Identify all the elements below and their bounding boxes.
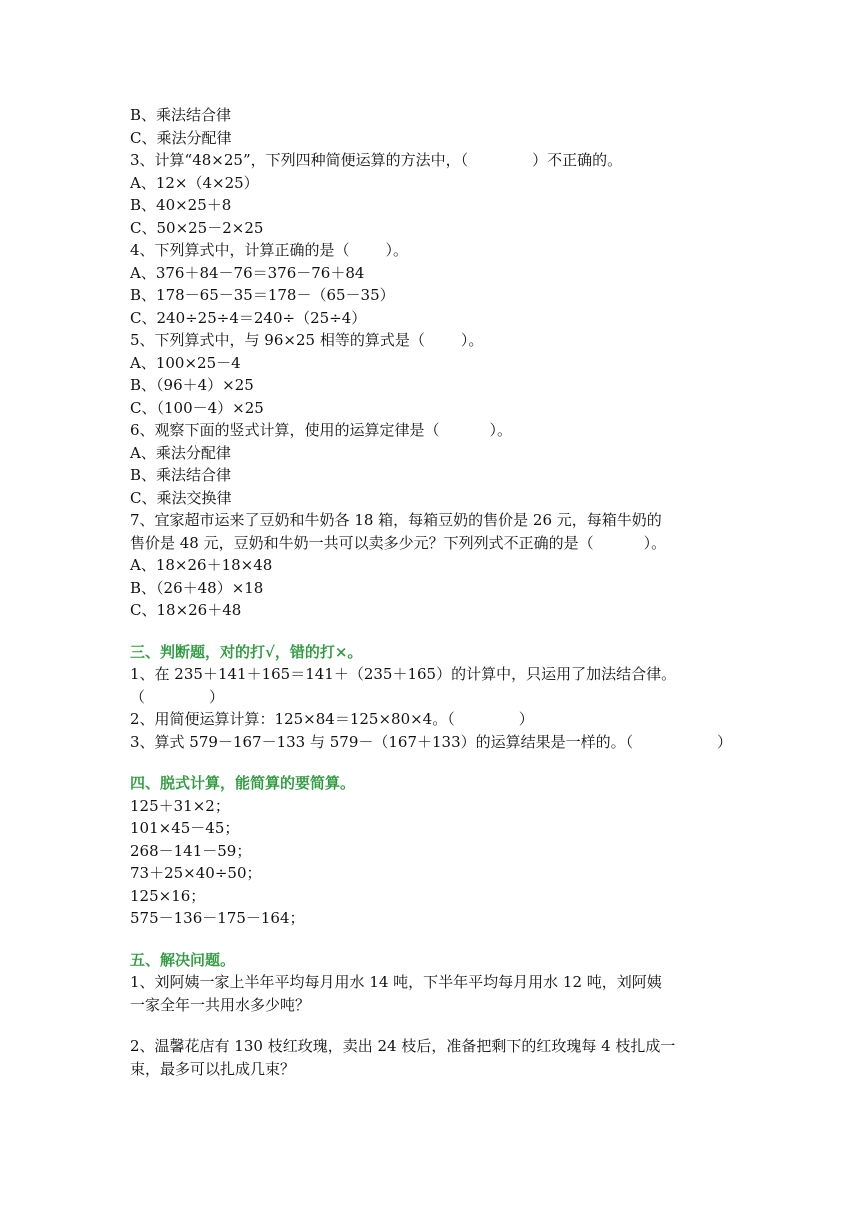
q7-stem-end: ）。 bbox=[643, 533, 667, 552]
spacer bbox=[130, 1016, 732, 1035]
q5-stem-text: 5、下列算式中，与 96×25 相等的算式是（ bbox=[130, 331, 425, 349]
s4-item: 101×45－45； bbox=[130, 819, 240, 837]
q5-stem-end: ）。 bbox=[460, 331, 484, 349]
s3-item-3 bbox=[130, 731, 732, 754]
q6-option-a: A、乘法分配律 bbox=[130, 443, 231, 462]
s3-item-1: 1、在 235＋141＋165＝141＋（235＋165）的计算中，只运用了加法结合律。 bbox=[130, 665, 677, 683]
s4-item: 125×16； bbox=[130, 886, 206, 905]
s5-problem-2-line-2: 束，最多可以扎成几束？ bbox=[130, 1059, 296, 1078]
s3-item-2-close: ） bbox=[518, 710, 534, 728]
q3-option-b: B、40×25＋8 bbox=[130, 196, 232, 214]
q6-stem bbox=[130, 419, 732, 442]
q2-option-b: B、乘法结合律 bbox=[130, 106, 232, 124]
s4-item: 268－141－59； bbox=[130, 841, 252, 860]
q5-option-b: B、（96＋4）×25 bbox=[130, 376, 254, 394]
q4-option-c: C、240÷25÷4＝240÷（25÷4） bbox=[130, 308, 367, 327]
q6-option-c: C、乘法交换律 bbox=[130, 488, 232, 507]
section4-title: 四、脱式计算，能简算的要简算。 bbox=[130, 774, 356, 792]
q5-option-a: A、100×25－4 bbox=[130, 353, 241, 372]
s5-problem-2-line-1: 2、温馨花店有 130 枝红玫瑰，卖出 24 枝后，准备把剩下的红玫瑰每 4 枝扎成一 bbox=[130, 1037, 676, 1055]
q7-option-a: A、18×26＋18×48 bbox=[130, 556, 273, 574]
s4-item: 73＋25×40÷50； bbox=[130, 864, 262, 882]
s4-item: 125＋31×2； bbox=[130, 796, 230, 815]
s3-item-1-open: （ bbox=[130, 687, 146, 706]
s5-problem-1-line-1: 1、刘阿姨一家上半年平均每月用水 14 吨，下半年平均每月用水 12 吨，刘阿姨 bbox=[130, 973, 662, 991]
s3-item-1-answer bbox=[130, 686, 732, 709]
q4-stem-text: 4、下列算式中，计算正确的是（ bbox=[130, 241, 350, 259]
worksheet-content bbox=[130, 104, 732, 1080]
q7-option-b: B、（26＋48）×18 bbox=[130, 578, 264, 597]
q4-stem bbox=[130, 239, 732, 262]
q3-stem-end: ）不正确的。 bbox=[532, 151, 623, 169]
q7-option-c: C、18×26＋48 bbox=[130, 601, 242, 619]
s3-item-2-text: 2、用简便运算计算：125×84＝125×80×4。（ bbox=[130, 710, 455, 728]
q4-option-b: B、178－65－35＝178－（65－35） bbox=[130, 286, 395, 304]
q3-option-a: A、12×（4×25） bbox=[130, 173, 259, 192]
q3-stem bbox=[130, 149, 732, 172]
q5-stem bbox=[130, 329, 732, 352]
s3-item-3-text: 3、算式 579－167－133 与 579－（167＋133）的运算结果是一样的。（ bbox=[130, 732, 634, 751]
s3-item-1-close: ） bbox=[209, 687, 225, 706]
q6-option-b: B、乘法结合律 bbox=[130, 466, 232, 484]
q3-option-c: C、50×25－2×25 bbox=[130, 218, 264, 237]
s4-item: 575－136－175－164； bbox=[130, 909, 305, 927]
q4-option-a: A、376＋84－76＝376－76＋84 bbox=[130, 263, 365, 282]
section3-title: 三、判断题，对的打√，错的打×。 bbox=[130, 642, 363, 661]
s3-item-2 bbox=[130, 708, 732, 731]
q3-stem-text: 3、计算“48×25”，下列四种简便运算的方法中，（ bbox=[130, 151, 469, 169]
q2-option-c: C、乘法分配律 bbox=[130, 128, 232, 147]
q5-option-c: C、（100－4）×25 bbox=[130, 398, 264, 417]
section5-title: 五、解决问题。 bbox=[130, 950, 236, 969]
q6-stem-text: 6、观察下面的竖式计算，使用的运算定律是（ bbox=[130, 421, 440, 439]
q7-stem-line-1: 7、宜家超市运来了豆奶和牛奶各 18 箱，每箱豆奶的售价是 26 元，每箱牛奶的 bbox=[130, 511, 662, 529]
s5-problem-1-line-2: 一家全年一共用水多少吨？ bbox=[130, 995, 311, 1014]
q4-stem-end: ）。 bbox=[385, 241, 409, 259]
q7-stem-text: 售价是 48 元，豆奶和牛奶一共可以卖多少元？下列列式不正确的是（ bbox=[130, 533, 594, 552]
s3-item-3-close: ） bbox=[716, 732, 732, 751]
q7-stem-line-2 bbox=[130, 532, 732, 555]
q6-stem-end: ）。 bbox=[489, 421, 513, 439]
